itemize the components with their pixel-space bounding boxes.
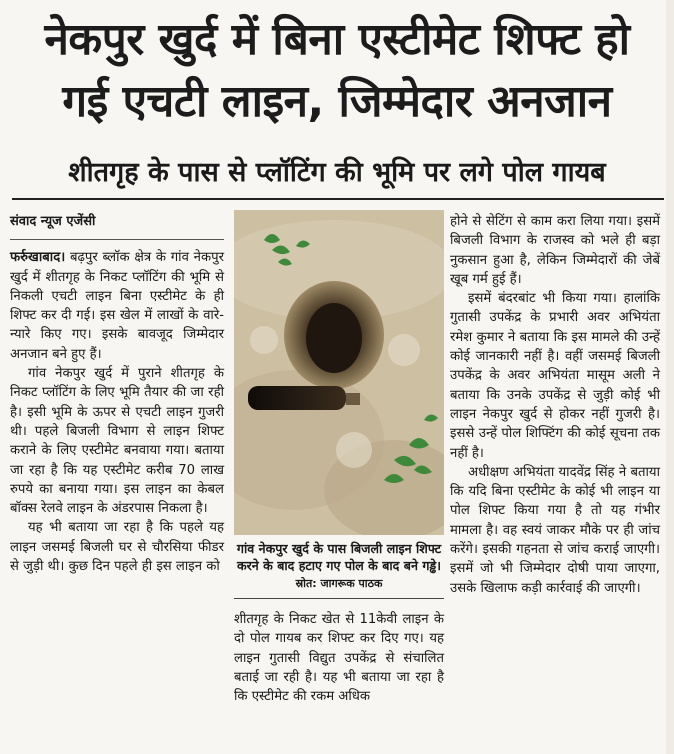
paragraph: गांव नेकपुर खुर्द में पुराने शीतगृह के निकट प्लॉटिंग के लिए भूमि तैयार की जा रही है। इसी भूमि के ऊपर से एचटी लाइन गुजरी थी। पहले बिजली विभाग से लाइन शिफ्ट कराने के लिए एस्टीमेट बनवाया गया। बताया जा रहा है कि यह एस्टीमेट करीब 70 लाख रुपये का बनाया गया। इस लाइन का केबल बॉक्स रेलवे लाइन के अंडरपास निकला है। xyxy=(10,366,224,517)
photo-caption xyxy=(234,540,444,599)
lead-text: बढ़पुर ब्लॉक क्षेत्र के गांव नेकपुर खुर्द में शीतगृह के निकट प्लॉटिंग की भूमि से निकली एचटी लाइन बिना एस्टीमेट के ही शिफ्ट कर दी गई। इस खेल में लाखों के वारे-न्यारे किए गए। इसके बावजूद जिम्मेदार अनजान बने हुए हैं। xyxy=(10,250,224,362)
lead-paragraph xyxy=(10,248,224,364)
photo-illustration xyxy=(234,210,444,535)
photo-credit: स्रोत: जागरूक पाठक xyxy=(295,577,383,590)
paragraph: इसमें बंदरबांट भी किया गया। हालांकि गुतासी उपकेंद्र के प्रभारी अवर अभियंता रमेश कुमार ने बताया कि इस मामले की उन्हें कोई जानकारी नहीं है। वहीं जसमई बिजली उपकेंद्र के अवर अभियंता मासूम अली ने बताया कि उनके उपकेंद्र से जुड़ी कोई भी लाइन नेकपुर खुर्द से होकर नहीं गुजरी है। इससे उन्हें पोल शिफ्टिंग की कोई सूचना तक नहीं है। xyxy=(450,291,660,461)
paragraph: यह भी बताया जा रहा है कि पहले यह लाइन जसमई बिजली घर से चौरसिया फीडर से जुड़ी थी। कुछ दिन पहले ही इस लाइन को xyxy=(10,520,224,575)
dateline: फर्रुखाबाद। xyxy=(10,250,66,266)
subheadline: शीतगृह के पास से प्लॉटिंग की भूमि पर लगे पोल गायब xyxy=(68,157,606,188)
article-column-2 xyxy=(234,610,444,706)
caption-text: गांव नेकपुर खुर्द के पास बिजली लाइन शिफ्ट करने के बाद हटाए गए पोल के बाद बने गड्ढे। xyxy=(236,541,442,573)
page-edge xyxy=(666,0,674,754)
headline-line-2: गई एचटी लाइन, जिम्मेदार अनजान xyxy=(62,76,612,127)
headline-divider xyxy=(12,198,664,200)
news-photo-pit xyxy=(234,210,444,535)
paragraph: होने से सेटिंग से काम करा लिया गया। इसमें बिजली विभाग के राजस्व को भले ही बड़ा नुकसान हुआ है, लेकिन जिम्मेदारों की जेबें खूब गर्म हुई हैं। xyxy=(450,214,660,287)
byline: संवाद न्यूज एजेंसी xyxy=(10,212,224,240)
paragraph: शीतगृह के निकट खेत से 11केवी लाइन के दो पोल गायब कर शिफ्ट कर दिए गए। यह लाइन गुतासी विद्युत उपकेंद्र से संचालित बताई जा रही है। यह भी बताया जा रहा है कि एस्टीमेट की रकम अधिक xyxy=(234,612,444,705)
headline-line-1: नेकपुर खुर्द में बिना एस्टीमेट शिफ्ट हो xyxy=(44,14,630,65)
paragraph: अधीक्षण अभियंता यादवेंद्र सिंह ने बताया कि यदि बिना एस्टीमेट के कोई भी लाइन या पोल शिफ्ट किया गया है तो यह गंभीर मामला है। वह स्वयं जाकर मौके पर ही जांच करेंगे। इसकी गहनता से जांच कराई जाएगी। इसमें जो भी जिम्मेदार दोषी पाया जाएगा, उसके खिलाफ कड़ी कार्रवाई की जाएगी। xyxy=(450,464,660,596)
article-column-1 xyxy=(10,212,224,576)
article-column-3 xyxy=(450,212,660,598)
